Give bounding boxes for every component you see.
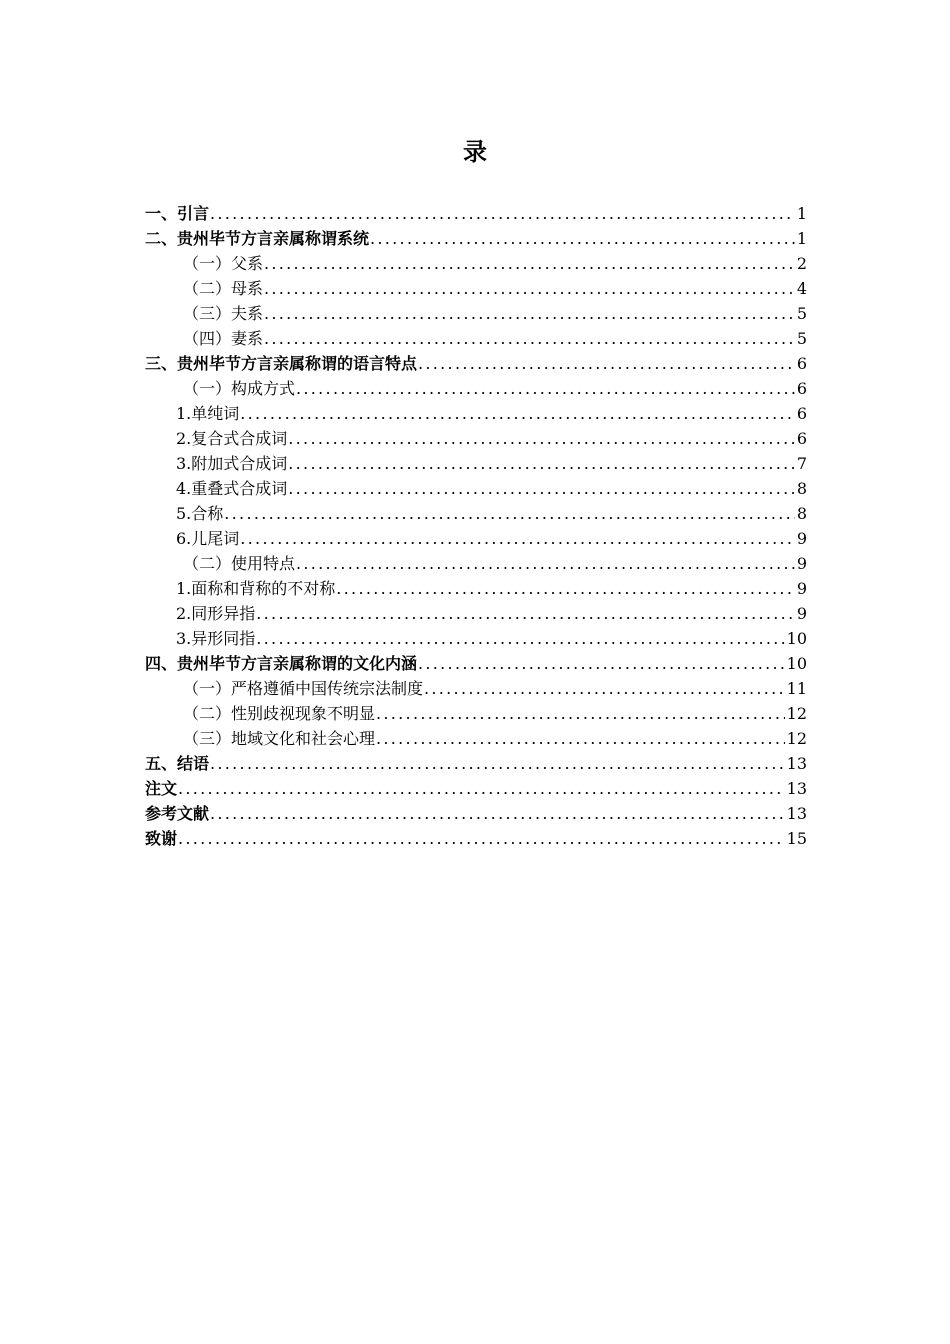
toc-dot-leader	[264, 251, 795, 276]
toc-dot-leader	[240, 401, 795, 426]
toc-entry[interactable]	[145, 576, 807, 601]
toc-page-number: 9	[796, 604, 807, 623]
toc-dot-leader	[240, 526, 795, 551]
toc-entry-label: 四、贵州毕节方言亲属称谓的文化内涵	[145, 654, 418, 673]
toc-entry-label: 3.附加式合成词	[176, 454, 288, 473]
toc-page-number: 13	[786, 804, 807, 823]
toc-entry-label: 1.面称和背称的不对称	[176, 579, 336, 598]
toc-page-number: 9	[796, 529, 807, 548]
toc-entry[interactable]	[145, 501, 807, 526]
toc-entry[interactable]	[145, 726, 807, 751]
toc-dot-leader	[376, 701, 785, 726]
toc-page-number: 1	[796, 204, 807, 223]
toc-page-number: 8	[796, 479, 807, 498]
toc-dot-leader	[288, 451, 795, 476]
toc-page-number: 13	[786, 779, 807, 798]
toc-dot-leader	[336, 576, 795, 601]
toc-dot-leader	[264, 276, 795, 301]
toc-entry-label: 3.异形同指	[176, 629, 256, 648]
toc-entry-label: （二）母系	[183, 279, 264, 298]
toc-page-number: 6	[796, 354, 807, 373]
toc-page-number: 9	[796, 579, 807, 598]
toc-entry[interactable]	[145, 551, 807, 576]
toc-dot-leader	[296, 376, 795, 401]
toc-page-number: 5	[796, 304, 807, 323]
toc-dot-leader	[178, 776, 785, 801]
toc-entry-label: 二、贵州毕节方言亲属称谓系统	[145, 229, 370, 248]
toc-entry-label: 4.重叠式合成词	[176, 479, 288, 498]
toc-entry[interactable]	[145, 626, 807, 651]
toc-dot-leader	[424, 676, 785, 701]
toc-page-number: 1	[796, 229, 807, 248]
toc-entry[interactable]	[145, 701, 807, 726]
toc-entry-label: 2.复合式合成词	[176, 429, 288, 448]
toc-entry-label: （一）构成方式	[183, 379, 296, 398]
toc-page-number: 4	[796, 279, 807, 298]
toc-entry-label: 1.单纯词	[176, 404, 240, 423]
toc-entry[interactable]	[145, 476, 807, 501]
toc-page-number: 12	[786, 729, 807, 748]
toc-entry-label: 2.同形异指	[176, 604, 256, 623]
toc-entry[interactable]	[145, 601, 807, 626]
toc-dot-leader	[210, 751, 785, 776]
toc-page-number: 8	[796, 504, 807, 523]
toc-entry-label: （四）妻系	[183, 329, 264, 348]
toc-entry-label: 6.儿尾词	[176, 529, 240, 548]
toc-entry-label: 参考文献	[145, 804, 210, 823]
toc-dot-leader	[376, 726, 785, 751]
toc-entry[interactable]	[145, 426, 807, 451]
toc-entry[interactable]	[145, 801, 807, 826]
toc-entry-label: （二）性别歧视现象不明显	[183, 704, 376, 723]
toc-entry-label: 一、引言	[145, 204, 210, 223]
toc-entry[interactable]	[145, 751, 807, 776]
toc-entry[interactable]	[145, 226, 807, 251]
toc-page-number: 6	[796, 379, 807, 398]
toc-entry[interactable]	[145, 301, 807, 326]
toc-entry[interactable]	[145, 376, 807, 401]
toc-entry[interactable]	[145, 676, 807, 701]
toc-entry[interactable]	[145, 351, 807, 376]
toc-page-number: 11	[786, 679, 807, 698]
toc-entry[interactable]	[145, 326, 807, 351]
toc-dot-leader	[224, 501, 795, 526]
toc-dot-leader	[256, 626, 784, 651]
toc-page-number: 15	[786, 829, 807, 848]
toc-entry-label: 注文	[145, 779, 178, 798]
toc-entry[interactable]	[145, 451, 807, 476]
toc-page-number: 13	[786, 754, 807, 773]
toc-dot-leader	[210, 201, 795, 226]
toc-entry-label: 致谢	[145, 829, 178, 848]
toc-entry[interactable]	[145, 651, 807, 676]
toc-entry-label: （三）夫系	[183, 304, 264, 323]
toc-entry-label: （二）使用特点	[183, 554, 296, 573]
toc-entry[interactable]	[145, 526, 807, 551]
toc-dot-leader	[264, 301, 795, 326]
toc-dot-leader	[288, 476, 795, 501]
toc-dot-leader	[296, 551, 795, 576]
toc-dot-leader	[264, 326, 795, 351]
toc-page-number: 6	[796, 404, 807, 423]
toc-dot-leader	[418, 651, 785, 676]
toc-dot-leader	[418, 351, 795, 376]
toc-dot-leader	[178, 826, 785, 851]
toc-entry[interactable]	[145, 401, 807, 426]
toc-entry[interactable]	[145, 776, 807, 801]
toc-list	[145, 201, 807, 851]
toc-title: 录	[463, 137, 487, 166]
toc-entry[interactable]	[145, 276, 807, 301]
toc-entry-label: 5.合称	[176, 504, 224, 523]
toc-entry-label: （一）严格遵循中国传统宗法制度	[183, 679, 424, 698]
toc-dot-leader	[370, 226, 795, 251]
toc-entry[interactable]	[145, 826, 807, 851]
toc-page-number: 9	[796, 554, 807, 573]
toc-dot-leader	[288, 426, 795, 451]
toc-dot-leader	[256, 601, 795, 626]
toc-entry-label: 五、结语	[145, 754, 210, 773]
toc-entry-label: （一）父系	[183, 254, 264, 273]
toc-page-number: 2	[796, 254, 807, 273]
toc-entry-label: （三）地域文化和社会心理	[183, 729, 376, 748]
toc-entry[interactable]	[145, 251, 807, 276]
toc-page-number: 10	[786, 654, 807, 673]
toc-page-number: 10	[786, 629, 807, 648]
toc-dot-leader	[210, 801, 785, 826]
toc-entry[interactable]	[145, 201, 807, 226]
toc-page-number: 12	[786, 704, 807, 723]
toc-page-number: 5	[796, 329, 807, 348]
toc-page-number: 6	[796, 429, 807, 448]
toc-page-number: 7	[796, 454, 807, 473]
toc-entry-label: 三、贵州毕节方言亲属称谓的语言特点	[145, 354, 418, 373]
